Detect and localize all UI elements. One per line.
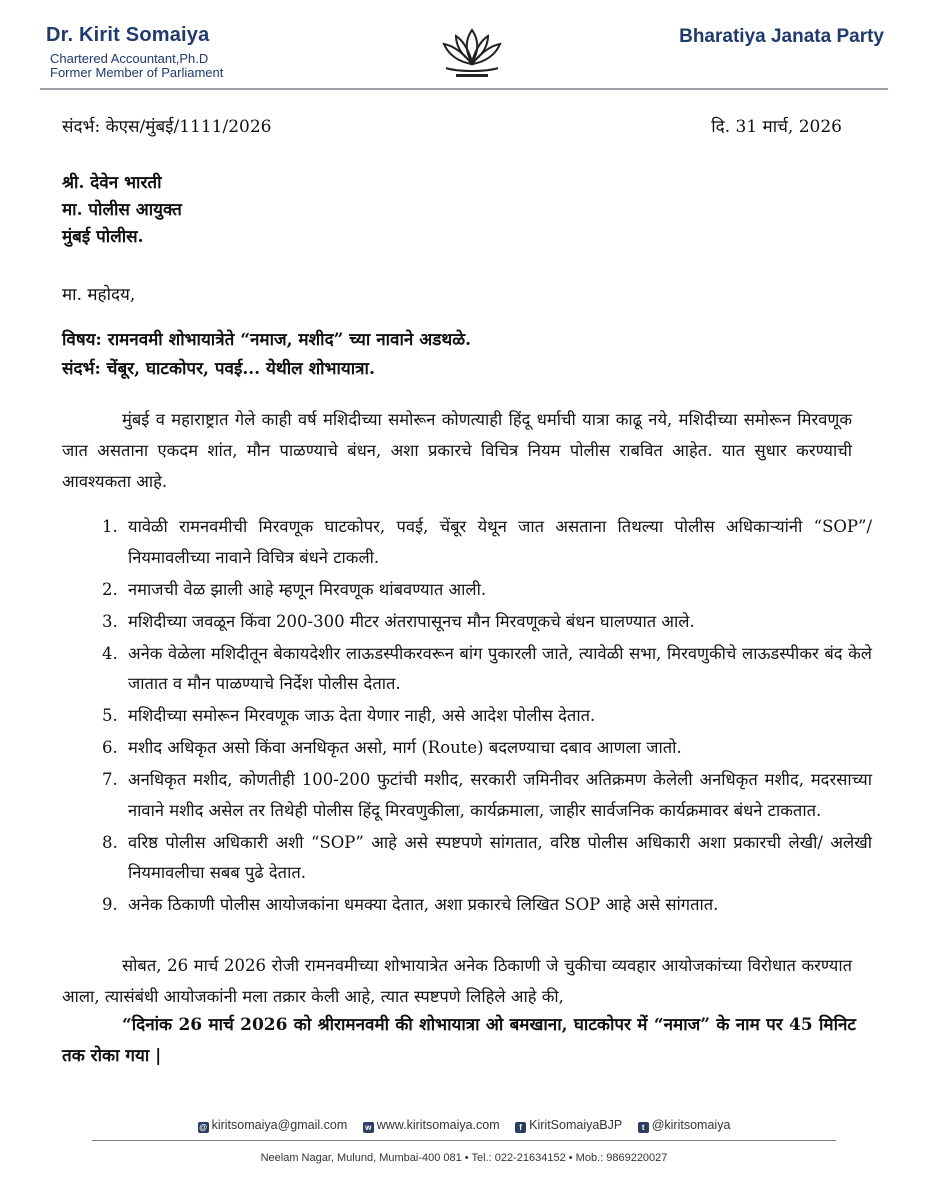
list-item: 3. मशिदीच्या जवळून किंवा 200-300 मीटर अंतरापासूनच मौन मिरवणूकचे बंधन घालण्यात आले. xyxy=(102,611,695,631)
footer-email[interactable]: @ kiritsomaiya@gmail.com xyxy=(199,1118,348,1132)
footer-twitter[interactable]: t @kiritsomaiya xyxy=(638,1118,731,1132)
salutation: मा. महोदय, xyxy=(62,285,136,305)
globe-icon: w xyxy=(363,1122,374,1133)
letterhead-name: Dr. Kirit Somaiya xyxy=(46,24,210,46)
lotus-logo-icon xyxy=(432,22,512,84)
points-list xyxy=(62,512,872,922)
letter-date: दि. 31 मार्च, 2026 xyxy=(711,117,842,137)
closing-text: सोबत, 26 मार्च 2026 रोजी रामनवमीच्या शोभायात्रेत अनेक ठिकाणी जे चुकीचा व्यवहार आयोजकांच्या विरोधात करण्यात आला, त्यासंबंधी आयोजकांनी मला तक्रार केली आहे, त्यात स्पष्टपणे लिहिले आहे की, xyxy=(62,956,852,1006)
footer-facebook[interactable]: f KiritSomaiyaBJP xyxy=(515,1118,622,1132)
letterhead-divider xyxy=(40,88,888,90)
list-item: 9. अनेक ठिकाणी पोलीस आयोजकांना धमक्या देतात, अशा प्रकारचे लिखित SOP आहे असे सांगतात. xyxy=(102,895,719,914)
footer-address: Neelam Nagar, Mulund, Mumbai-400 081 • Tel.: 022-21634152 • Mob.: 9869220027 xyxy=(260,1152,668,1164)
facebook-icon: f xyxy=(515,1122,526,1133)
intro-paragraph xyxy=(62,404,852,497)
twitter-icon: t xyxy=(638,1122,649,1133)
letterhead-qualification: Chartered Accountant,Ph.D xyxy=(50,51,209,66)
subject-reference: संदर्भ: चेंबूर, घाटकोपर, पवई... येथील शोभायात्रा. xyxy=(62,359,375,379)
list-item: 8. वरिष्ठ पोलीस अधिकारी अशी “SOP” आहे असे स्पष्टपणे सांगतात, वरिष्ठ पोलीस अधिकारी अशा प्रकारची लेखी/ अलेखी नियमावलीचा सबब पुढे देतात. xyxy=(102,832,872,882)
addressee-name: श्री. देवेन भारती xyxy=(62,173,162,193)
list-item: 7. अनधिकृत मशीद, कोणतीही 100-200 फुटांची मशीद, सरकारी जमिनीवर अतिक्रमण केलेली अनधिकृत मशीद, मदरसाच्या नावाने मशीद असेल तर तिथेही पोलीस हिंदू मिरवणुकीला, कार्यक्रमाला, जाहीर सार्वजनिक कार्यक्रमावर बंधने टाकतात. xyxy=(102,770,872,820)
quote-text: “दिनांक 26 मार्च 2026 को श्रीरामनवमी की शोभायात्रा ओ बमखाना, घाटकोपर में “नमाज” के नाम पर 45 मिनिट तक रोका गया | xyxy=(62,1015,856,1066)
intro-text: मुंबई व महाराष्ट्रात गेले काही वर्ष मशिदीच्या समोरून कोणत्याही हिंदू धर्माची यात्रा काढू नये, मशिदीच्या समोरून मिरवणूक जात असताना एकदम शांत, मौन पाळण्याचे बंधन, अशा प्रकारचे विचित्र नियम पोलीस राबवित आहेत. यात सुधार करण्याची आवश्यकता आहे. xyxy=(62,410,852,491)
letterhead-party: Bharatiya Janata Party xyxy=(679,26,884,47)
footer-divider xyxy=(92,1140,836,1141)
list-item: 4. अनेक वेळेला मशिदीतून बेकायदेशीर लाऊडस्पीकरवरून बांग पुकारली जाते, त्यावेळी सभा, मिरवणुकीचे लाऊडस्पीकर बंद केले जातात व मौन पाळण्याचे निर्देश पोलीस देतात. xyxy=(102,643,872,693)
closing-paragraph xyxy=(62,950,852,1012)
quoted-complaint xyxy=(62,1010,856,1072)
list-item: 1. यावेळी रामनवमीची मिरवणूक घाटकोपर, पवई, चेंबूर येथून जात असताना तिथल्या पोलीस अधिकाऱ्यांनी “SOP”/ नियमावलीच्या नावाने विचित्र बंधने टाकली. xyxy=(102,517,872,567)
email-icon: @ xyxy=(199,1123,207,1132)
addressee-designation: मा. पोलीस आयुक्त xyxy=(62,200,182,220)
addressee-organisation: मुंबई पोलीस. xyxy=(62,227,144,247)
footer-website[interactable]: w www.kiritsomaiya.com xyxy=(363,1118,500,1132)
letterhead-role: Former Member of Parliament xyxy=(50,65,224,80)
reference-number: संदर्भ: केएस/मुंबई/1111/2026 xyxy=(62,117,272,137)
list-item: 2. नमाजची वेळ झाली आहे म्हणून मिरवणूक थांबवण्यात आली. xyxy=(102,579,487,599)
footer-contacts xyxy=(0,1118,928,1133)
subject-line: विषय: रामनवमी शोभायात्रेते “नमाज, मशीद” च्या नावाने अडथळे. xyxy=(62,330,472,350)
list-item: 6. मशीद अधिकृत असो किंवा अनधिकृत असो, मार्ग (Route) बदलण्याचा दबाव आणला जातो. xyxy=(102,738,682,757)
list-item: 5. मशिदीच्या समोरून मिरवणूक जाऊ देता येणार नाही, असे आदेश पोलीस देतात. xyxy=(102,706,596,725)
